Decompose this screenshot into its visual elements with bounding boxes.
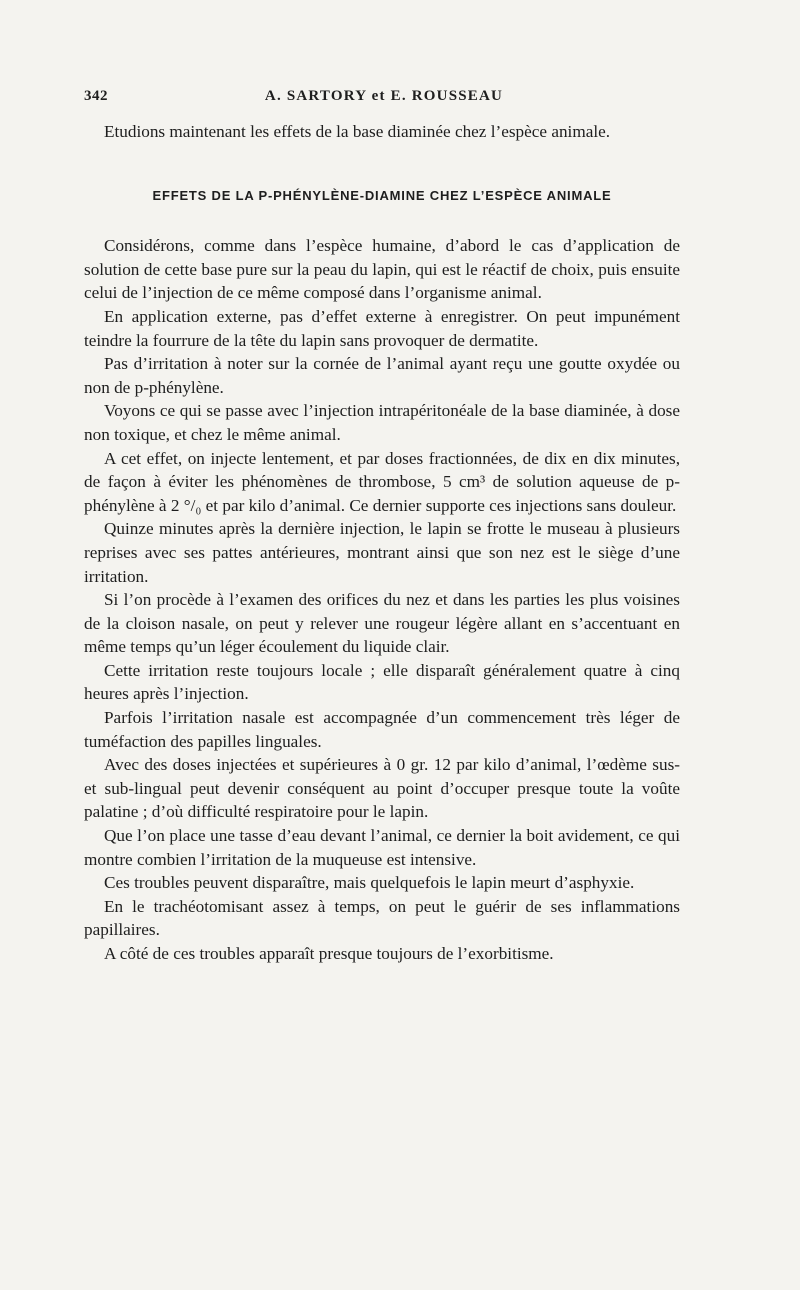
paragraph: Avec des doses injectées et supérieures à 0 gr. 12 par kilo d’animal, l’œdème sus- et sub-lingual peut devenir conséquent au point d’occuper presque toute la voûte palatine ; d’où difficulté respiratoire pour le lapin.	[84, 755, 680, 822]
paragraph: Cette irritation reste toujours locale ; elle disparaît généralement quatre à cinq heures après l’injection.	[84, 660, 680, 704]
paragraph: En application externe, pas d’effet externe à enregistrer. On peut impunément teindre la fourrure de la tête du lapin sans provoquer de dermatite.	[84, 306, 680, 350]
paragraph: Si l’on procède à l’examen des orifices du nez et dans les parties les plus voisines de la cloison nasale, on peut y relever une rougeur légère allant en s’accentuant en même temps qu’un léger écoulement du liquide clair.	[84, 590, 680, 657]
running-title: A. SARTORY et E. ROUSSEAU	[264, 88, 504, 104]
paragraph: Considérons, comme dans l’espèce humaine, d’abord le cas d’application de solution de cette base pure sur la peau du lapin, qui est le réactif de choix, puis ensuite celui de l’injection de ce même composé dans l’organisme animal.	[84, 236, 680, 303]
page-number: 342	[84, 88, 108, 104]
body-text	[84, 120, 680, 966]
paragraph: Quinze minutes après la dernière injection, le lapin se frotte le museau à plusieurs reprises avec ses pattes antérieures, montrant ainsi que son nez est le siège d’une irritation.	[84, 519, 680, 586]
paragraph: Parfois l’irritation nasale est accompagnée d’un commencement très léger de tuméfaction des papilles linguales.	[84, 708, 680, 751]
paragraph: Ces troubles peuvent disparaître, mais quelquefois le lapin meurt d’asphyxie.	[104, 873, 635, 893]
paragraph: Pas d’irritation à noter sur la cornée de l’animal ayant reçu une goutte oxydée ou non de p-phénylène.	[84, 354, 680, 397]
page-header	[84, 88, 684, 112]
intro-paragraph: Etudions maintenant les effets de la base diaminée chez l’espèce animale.	[104, 122, 611, 141]
section-title: EFFETS DE LA P-PHÉNYLÈNE-DIAMINE CHEZ L’ESPÈCE ANIMALE	[152, 187, 612, 203]
paragraph: Que l’on place une tasse d’eau devant l’animal, ce dernier la boit avidement, ce qui montre combien l’irritation de la muqueuse est intensive.	[84, 826, 680, 869]
paragraph: En le trachéotomisant assez à temps, on peut le guérir de ses inflammations papillaires.	[84, 896, 680, 940]
paragraph: A côté de ces troubles apparaît presque toujours de l’exorbitisme.	[104, 944, 554, 963]
paragraph: A cet effet, on injecte lentement, et par doses fractionnées, de dix en dix minutes, de façon à éviter les phénomènes de thrombose, 5 cm³ de solution aqueuse de p-phénylène à 2 °/₀ et par kilo d’animal. Ce dernier supporte ces injections sans douleur.	[84, 448, 680, 515]
paragraph: Voyons ce qui se passe avec l’injection intrapéritonéale de la base diaminée, à dose non toxique, et chez le même animal.	[84, 401, 680, 444]
